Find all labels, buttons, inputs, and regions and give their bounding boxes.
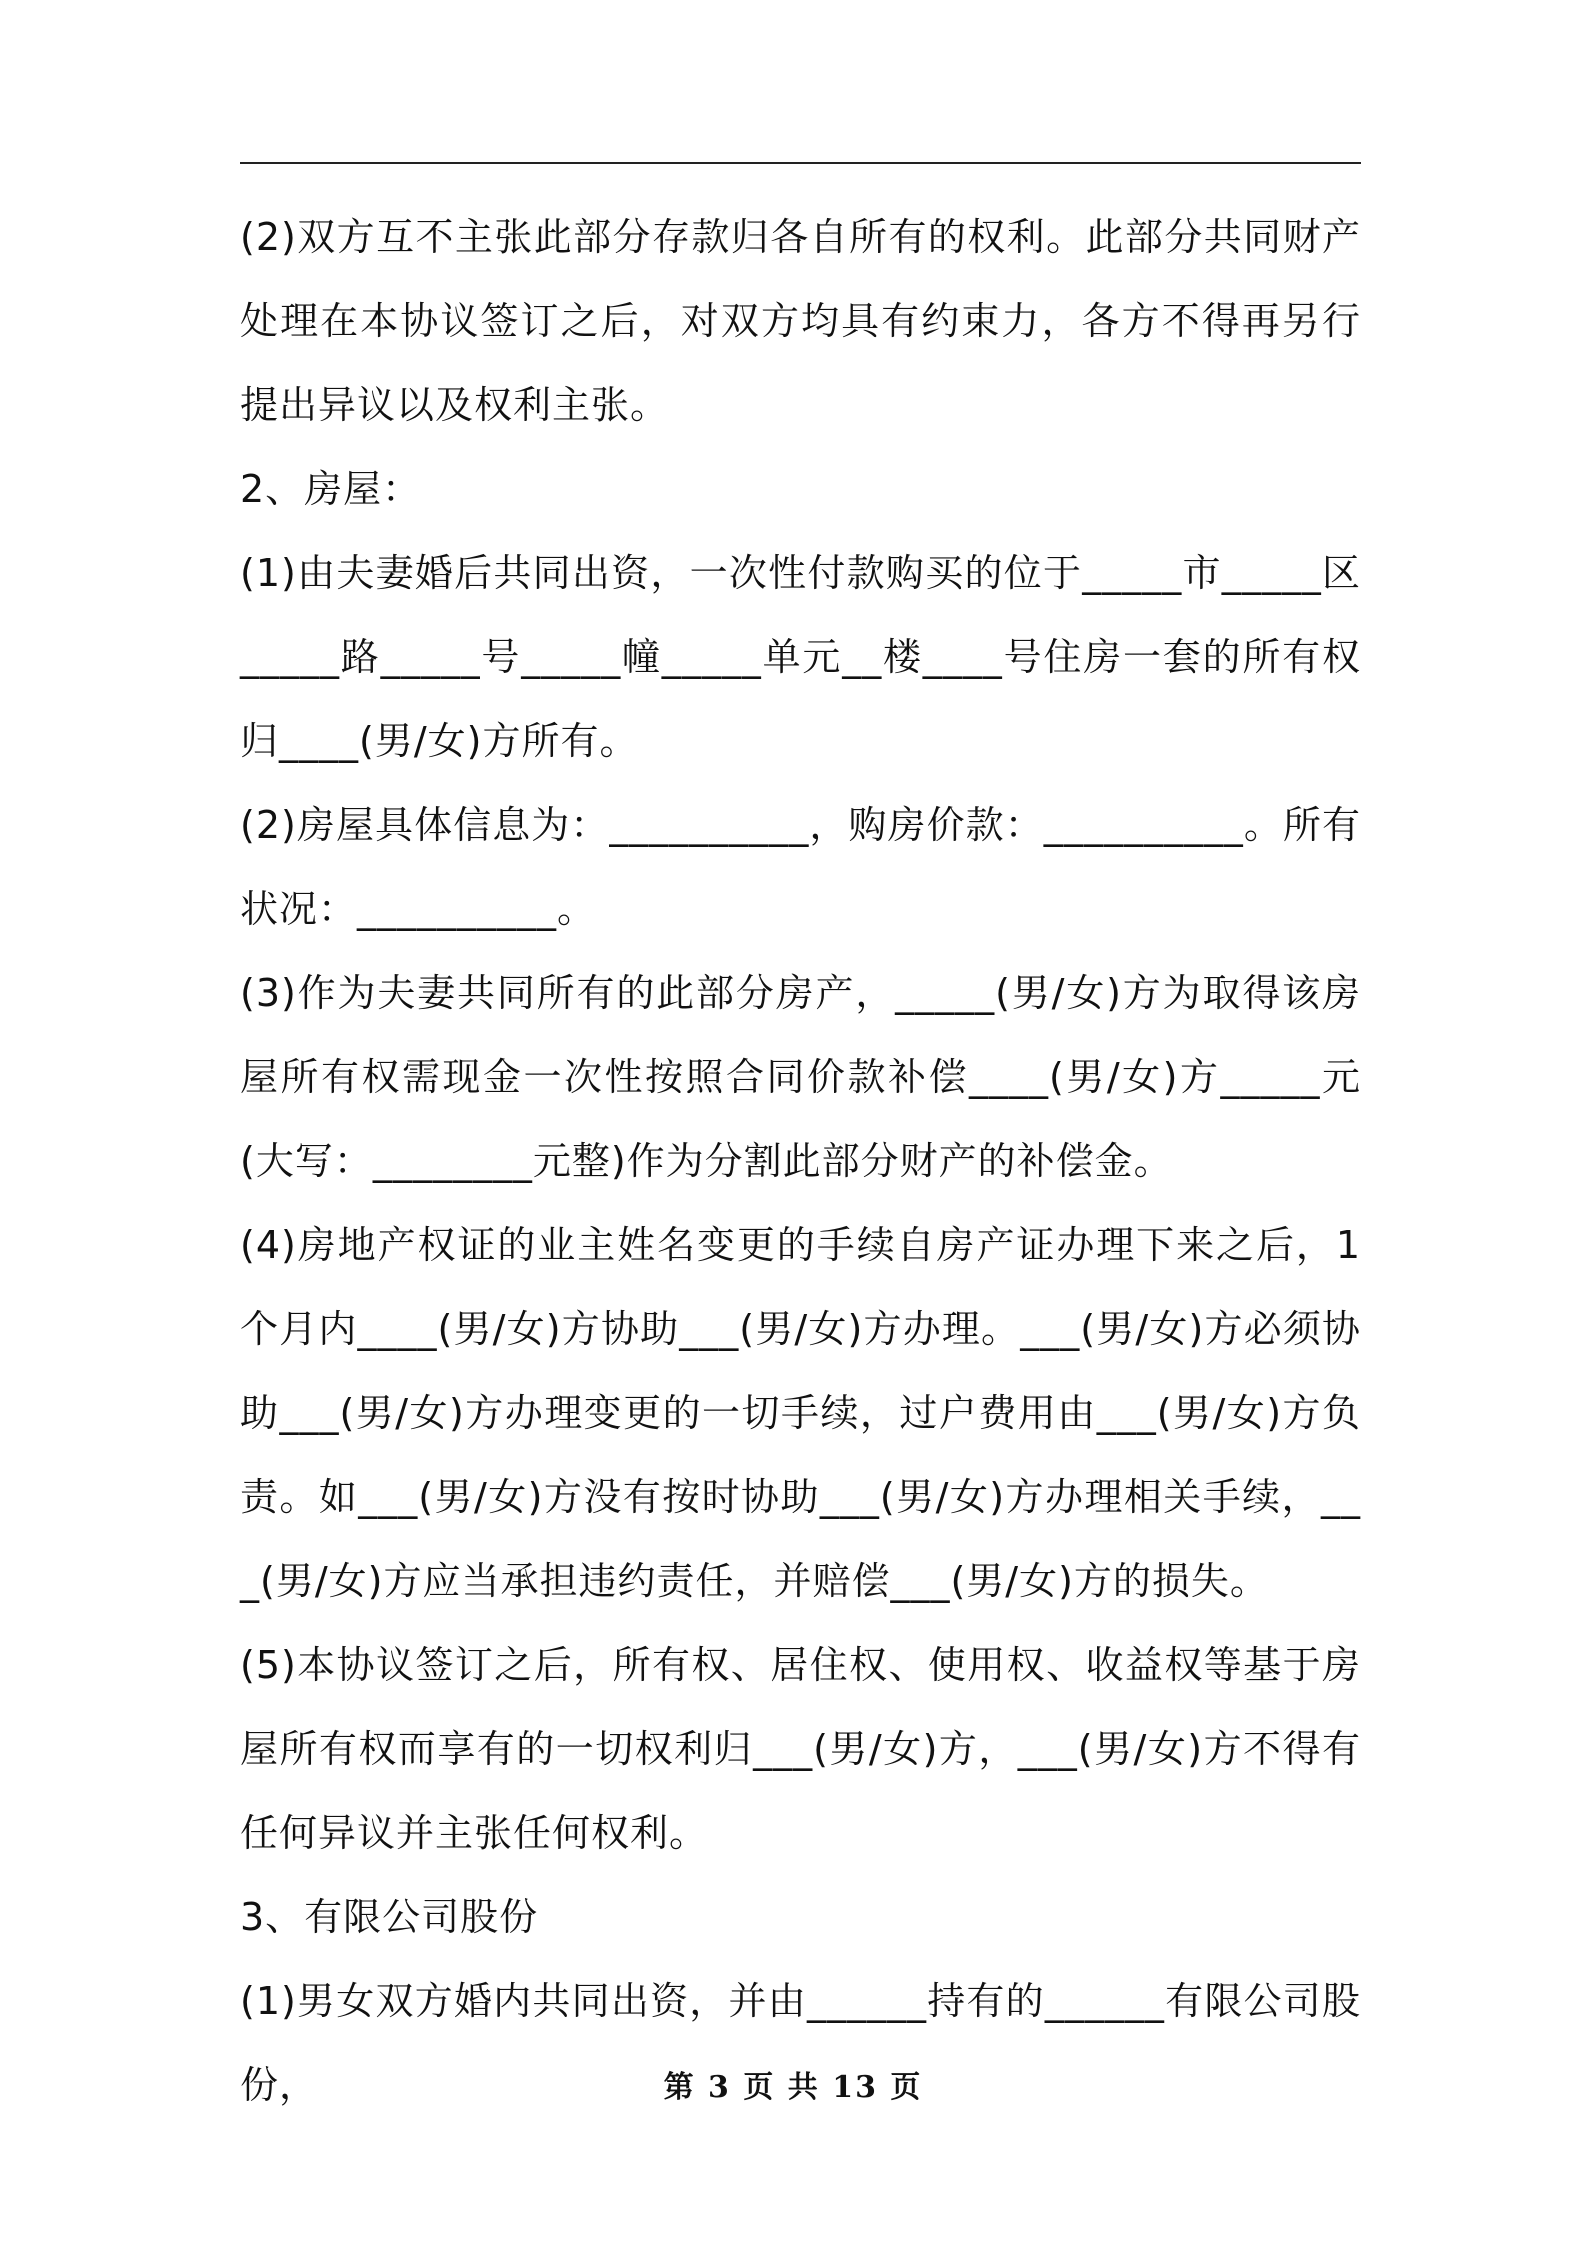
header-rule <box>240 162 1361 164</box>
page-number-footer: 第 3 页 共 13 页 <box>663 2070 923 2105</box>
paragraph-house-clause-1: (1)由夫妻婚后共同出资，一次性付款购买的位于_____市_____区_____路_____号_____幢_____单元__楼____号住房一套的所有权归____(男/女)方所有。 <box>240 551 1361 763</box>
paragraph-deposit-clause-2: (2)双方互不主张此部分存款归各自所有的权利。此部分共同财产处理在本协议签订之后，对双方均具有约束力，各方不得再另行提出异议以及权利主张。 <box>240 215 1361 427</box>
section-heading-company-shares: 3、有限公司股份 <box>240 1895 539 1939</box>
paragraph-house-clause-5: (5)本协议签订之后，所有权、居住权、使用权、收益权等基于房屋所有权而享有的一切权利归___(男/女)方，___(男/女)方不得有任何异议并主张任何权利。 <box>240 1643 1361 1855</box>
document-body <box>240 195 1361 2127</box>
paragraph-shares-clause-1: (1)男女双方婚内共同出资，并由______持有的______有限公司股份， <box>240 1979 1361 2107</box>
paragraph-house-clause-4: (4)房地产权证的业主姓名变更的手续自房产证办理下来之后，1个月内____(男/女)方协助___(男/女)方办理。___(男/女)方必须协助___(男/女)方办理变更的一切手续，过户费用由___(男/女)方负责。如___(男/女)方没有按时协助___(男/女)方办理相关手续，___(男/女)方应当承担违约责任，并赔偿___(男/女)方的损失。 <box>240 1223 1361 1603</box>
paragraph-house-clause-3: (3)作为夫妻共同所有的此部分房产，_____(男/女)方为取得该房屋所有权需现金一次性按照合同价款补偿____(男/女)方_____元(大写：________元整)作为分割此部分财产的补偿金。 <box>240 971 1361 1183</box>
paragraph-house-clause-2: (2)房屋具体信息为：__________，购房价款：__________。所有状况：__________。 <box>240 803 1361 931</box>
section-heading-house: 2、房屋： <box>240 467 422 511</box>
